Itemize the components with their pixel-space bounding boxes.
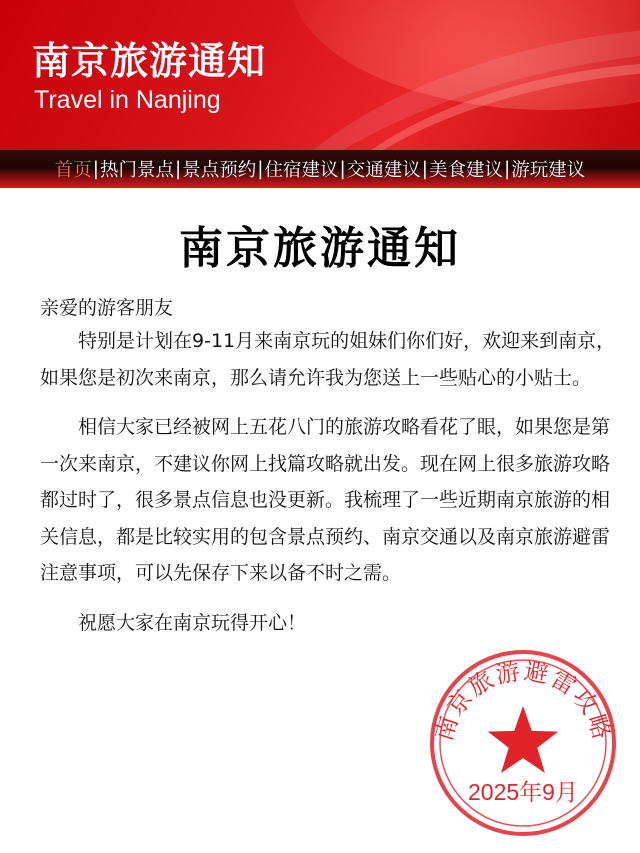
paragraph: 特别是计划在9-11月来南京玩的姐妹们你们好，欢迎来到南京，如果您是初次来南京，那么请允许我为您送上一些贴心的小贴士。 <box>40 330 616 389</box>
stamp-date: 2025年9月 <box>468 779 578 805</box>
nav-item-2[interactable]: 景点预约 <box>182 160 257 181</box>
closing-line: 祝愿大家在南京玩得开心！ <box>78 611 307 634</box>
seal-stamp <box>428 648 618 838</box>
stamp-arc-text: 南京旅游避雷攻略 <box>429 656 617 745</box>
nav-separator: | <box>175 158 182 180</box>
page-title: 南京旅游通知 <box>179 223 461 274</box>
nav-item-4[interactable]: 交通建议 <box>346 160 421 181</box>
nav-separator: | <box>421 158 428 180</box>
paragraph: 相信大家已经被网上五花八门的旅游攻略看花了眼，如果您是第一次来南京，不建议你网上找篇攻略就出发。现在网上很多旅游攻略都过时了，很多景点信息也没更新。我梳理了一些近期南京旅游的相关信息，都是比较实用的包含景点预约、南京交通以及南京旅游避雷注意事项，可以先保存下来以备不时之需。 <box>40 416 611 584</box>
nav-separator: | <box>257 158 264 180</box>
nav-separator: | <box>504 158 511 180</box>
banner-title: 南京旅游通知 <box>32 39 267 83</box>
nav-separator: | <box>339 158 346 180</box>
nav-separator: | <box>92 158 99 180</box>
banner-subtitle: Travel in Nanjing <box>34 86 221 114</box>
nav-item-3[interactable]: 住宿建议 <box>264 160 339 181</box>
nav-item-5[interactable]: 美食建议 <box>428 160 503 181</box>
header-banner <box>0 0 640 150</box>
top-nav-bar <box>0 150 640 188</box>
nav-item-6[interactable]: 游玩建议 <box>511 160 586 181</box>
nav-item-1[interactable]: 热门景点 <box>99 160 174 181</box>
star-icon <box>488 706 558 773</box>
notice-body <box>40 323 620 654</box>
nav-item-0[interactable]: 首页 <box>54 160 92 181</box>
greeting: 亲爱的游客朋友 <box>40 297 174 319</box>
